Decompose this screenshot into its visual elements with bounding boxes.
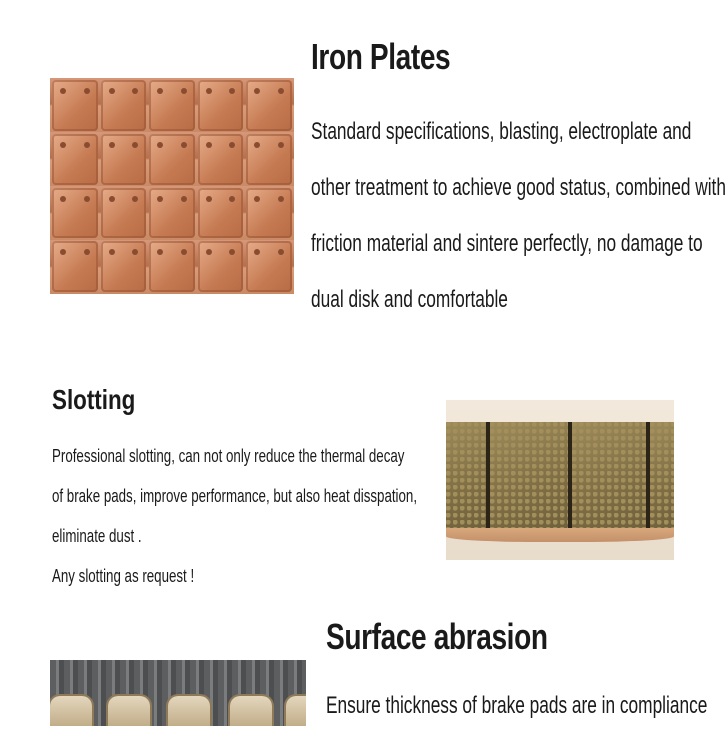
- surface-abrasion-line: Ensure thickness of brake pads are in compliance: [326, 692, 708, 719]
- slotting-line: eliminate dust .: [52, 526, 142, 546]
- iron-plates-line: other treatment to achieve good status, combined with: [311, 174, 726, 201]
- surface-abrasion-image: [50, 660, 306, 726]
- iron-plates-description: [311, 104, 726, 328]
- surface-abrasion-heading: Surface abrasion: [326, 616, 548, 657]
- slotted-brake-pad-image: [446, 400, 674, 560]
- iron-plates-line: dual disk and comfortable: [311, 286, 508, 313]
- iron-plates-heading: Iron Plates: [311, 36, 451, 77]
- iron-plates-image: [50, 78, 294, 294]
- slotting-line: Professional slotting, can not only reduce the thermal decay: [52, 446, 405, 466]
- slotting-line: of brake pads, improve performance, but also heat disspation,: [52, 486, 418, 506]
- slotting-heading: Slotting: [52, 384, 136, 415]
- slotting-line: Any slotting as request !: [52, 566, 195, 586]
- iron-plates-line: friction material and sintere perfectly, no damage to: [311, 230, 703, 257]
- iron-plates-line: Standard specifications, blasting, electroplate and: [311, 118, 692, 145]
